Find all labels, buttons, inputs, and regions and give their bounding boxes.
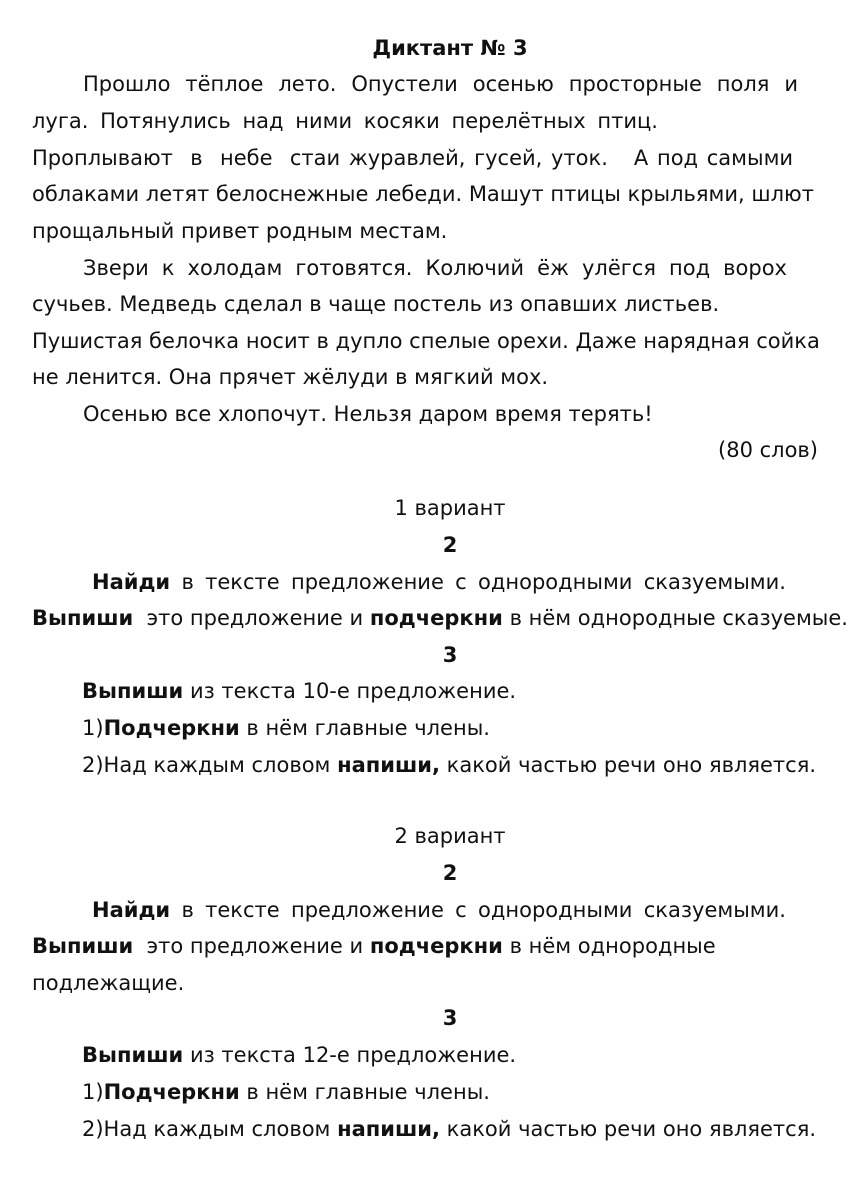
dictation-line: Осенью все хлопочут. Нельзя даром время терять!	[83, 402, 653, 426]
variant-1-heading: 1 вариант	[394, 496, 506, 520]
word: под	[669, 256, 711, 280]
task-line	[92, 564, 786, 600]
task-verb: подчеркни	[369, 934, 503, 958]
word: ёж	[537, 256, 569, 280]
task-verb: Выпиши	[32, 606, 134, 630]
variant-2-heading: 2 вариант	[394, 824, 506, 848]
task-text: это предложение и	[146, 934, 364, 958]
word: небе	[219, 146, 273, 170]
word: ними	[295, 109, 353, 133]
dictation-line: прощальный привет родным местам.	[32, 219, 448, 243]
dictation-line	[32, 140, 794, 176]
task-prefix: 1)	[82, 716, 104, 740]
task-prefix: 2)Над каждым словом	[82, 753, 331, 777]
word: в	[181, 570, 194, 594]
word: тексте	[205, 898, 280, 922]
word: ворох	[723, 256, 787, 280]
task-verb: напиши,	[337, 753, 440, 777]
task-text: в нём однородные сказуемые.	[509, 606, 848, 630]
task-text: в нём однородные	[509, 934, 716, 958]
word: луга.	[32, 109, 89, 133]
dictation-line: облаками летят белоснежные лебеди. Машут птицы крыльями, шлют	[32, 182, 814, 206]
word: А под самыми	[633, 146, 794, 170]
task-verb: Выпиши	[32, 934, 134, 958]
task-prefix: 2)Над каждым словом	[82, 1117, 331, 1141]
word: сказуемыми.	[643, 570, 786, 594]
task-verb: Подчеркни	[103, 716, 240, 740]
word: перелётных	[451, 109, 586, 133]
word: сказуемыми.	[643, 898, 786, 922]
task-verb: Найди	[92, 570, 171, 594]
task-verb: Выпиши	[82, 679, 184, 703]
task-line	[82, 673, 849, 709]
word: к	[161, 256, 175, 280]
task-text: из текста 10-е предложение.	[189, 679, 517, 703]
task-text: из текста 12-е предложение.	[189, 1043, 517, 1067]
task-number: 2	[442, 861, 458, 885]
word: осенью	[472, 72, 554, 96]
word: предложение	[290, 898, 444, 922]
task-line	[32, 928, 812, 964]
word: в	[190, 146, 203, 170]
word: Прошло	[83, 72, 171, 96]
word: птиц.	[597, 109, 658, 133]
word: поля	[716, 72, 770, 96]
task-line	[82, 1074, 849, 1110]
task-text: какой частью речи оно является.	[446, 753, 817, 777]
dictation-line: сучьев. Медведь сделал в чаще постель из опавших листьев.	[32, 292, 720, 316]
word: и	[784, 72, 798, 96]
word: однородными	[478, 898, 633, 922]
task-text: это предложение и	[146, 606, 364, 630]
task-text: какой частью речи оно является.	[446, 1117, 817, 1141]
page-title: Диктант № 3	[372, 36, 528, 60]
word: в	[181, 898, 194, 922]
task-verb: подчеркни	[369, 606, 503, 630]
task-number: 3	[442, 643, 458, 667]
task-line	[82, 747, 849, 783]
word: холодам	[187, 256, 283, 280]
word: Потянулись	[100, 109, 231, 133]
task-verb: Найди	[92, 898, 171, 922]
dictation-line	[32, 103, 658, 139]
word: улёгся	[581, 256, 656, 280]
word: тёплое	[185, 72, 264, 96]
task-line	[32, 600, 848, 636]
word: с	[455, 570, 467, 594]
dictation-line: Пушистая белочка носит в дупло спелые орехи. Даже нарядная сойка	[32, 329, 820, 353]
task-line	[82, 1111, 849, 1147]
task-line	[82, 1037, 849, 1073]
dictation-line: не ленится. Она прячет жёлуди в мягкий мох.	[32, 365, 549, 389]
word: Звери	[83, 256, 149, 280]
word-count: (80 слов)	[718, 438, 818, 462]
dictation-line	[83, 250, 787, 286]
word: однородными	[478, 570, 633, 594]
word: косяки	[363, 109, 440, 133]
word: просторные	[568, 72, 702, 96]
word: лето.	[278, 72, 337, 96]
task-line	[82, 710, 849, 746]
task-prefix: 1)	[82, 1080, 104, 1104]
task-line	[92, 892, 786, 928]
word: стаи журавлей, гусей, уток.	[289, 146, 608, 170]
task-verb: напиши,	[337, 1117, 440, 1141]
task-number: 2	[442, 533, 458, 557]
word: предложение	[290, 570, 444, 594]
dictation-line	[83, 66, 798, 102]
task-number: 3	[442, 1006, 458, 1030]
word: Проплывают	[32, 146, 173, 170]
task-text: в нём главные члены.	[246, 716, 490, 740]
word: с	[455, 898, 467, 922]
word: Колючий	[425, 256, 525, 280]
word: тексте	[205, 570, 280, 594]
task-verb: Подчеркни	[103, 1080, 240, 1104]
task-text: в нём главные члены.	[246, 1080, 490, 1104]
task-verb: Выпиши	[82, 1043, 184, 1067]
task-line: подлежащие.	[32, 971, 185, 995]
word: Опустели	[351, 72, 458, 96]
word: готовятся.	[295, 256, 413, 280]
word: над	[242, 109, 284, 133]
